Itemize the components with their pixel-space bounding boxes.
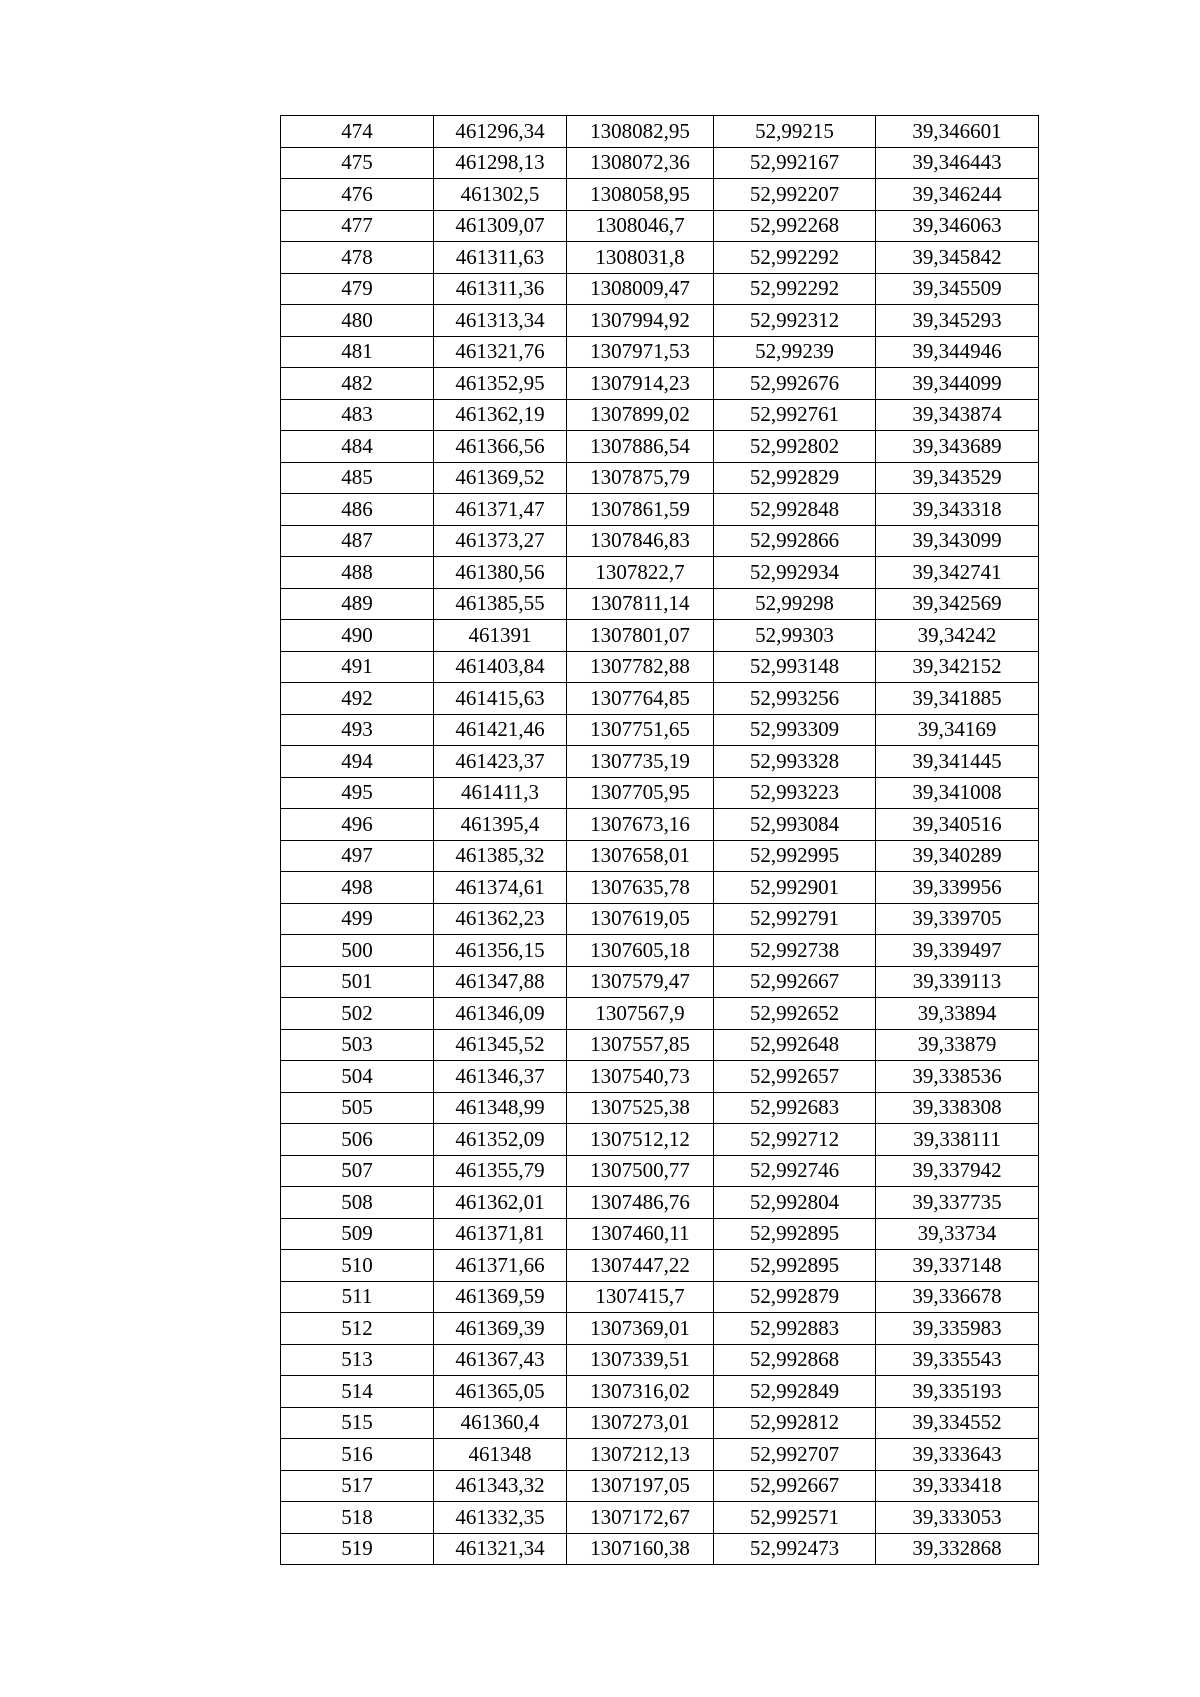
longitude-cell: 39,34169: [876, 714, 1039, 746]
point-number-cell: 482: [281, 368, 434, 400]
x-coordinate-cell: 461298,13: [434, 147, 567, 179]
table-row: [281, 1155, 1039, 1187]
x-coordinate-cell: 461346,37: [434, 1061, 567, 1093]
longitude-cell: 39,346601: [876, 116, 1039, 148]
latitude-cell: 52,992738: [714, 935, 876, 967]
point-number-cell: 480: [281, 305, 434, 337]
point-number-cell: 477: [281, 210, 434, 242]
latitude-cell: 52,992883: [714, 1313, 876, 1345]
y-coordinate-cell: 1307822,7: [567, 557, 714, 589]
y-coordinate-cell: 1307899,02: [567, 399, 714, 431]
x-coordinate-cell: 461296,34: [434, 116, 567, 148]
latitude-cell: 52,992683: [714, 1092, 876, 1124]
latitude-cell: 52,993309: [714, 714, 876, 746]
table-row: [281, 588, 1039, 620]
longitude-cell: 39,339497: [876, 935, 1039, 967]
point-number-cell: 515: [281, 1407, 434, 1439]
point-number-cell: 478: [281, 242, 434, 274]
point-number-cell: 493: [281, 714, 434, 746]
point-number-cell: 513: [281, 1344, 434, 1376]
point-number-cell: 505: [281, 1092, 434, 1124]
longitude-cell: 39,346063: [876, 210, 1039, 242]
point-number-cell: 519: [281, 1533, 434, 1565]
point-number-cell: 483: [281, 399, 434, 431]
table-row: [281, 431, 1039, 463]
point-number-cell: 501: [281, 966, 434, 998]
longitude-cell: 39,334552: [876, 1407, 1039, 1439]
table-row: [281, 966, 1039, 998]
table-row: [281, 179, 1039, 211]
y-coordinate-cell: 1307914,23: [567, 368, 714, 400]
latitude-cell: 52,992676: [714, 368, 876, 400]
x-coordinate-cell: 461347,88: [434, 966, 567, 998]
latitude-cell: 52,992292: [714, 273, 876, 305]
x-coordinate-cell: 461321,76: [434, 336, 567, 368]
table-row: [281, 777, 1039, 809]
longitude-cell: 39,338536: [876, 1061, 1039, 1093]
latitude-cell: 52,992802: [714, 431, 876, 463]
latitude-cell: 52,992848: [714, 494, 876, 526]
latitude-cell: 52,992849: [714, 1376, 876, 1408]
latitude-cell: 52,992868: [714, 1344, 876, 1376]
y-coordinate-cell: 1307735,19: [567, 746, 714, 778]
latitude-cell: 52,992207: [714, 179, 876, 211]
x-coordinate-cell: 461367,43: [434, 1344, 567, 1376]
x-coordinate-cell: 461356,15: [434, 935, 567, 967]
longitude-cell: 39,339705: [876, 903, 1039, 935]
y-coordinate-cell: 1307875,79: [567, 462, 714, 494]
longitude-cell: 39,338308: [876, 1092, 1039, 1124]
y-coordinate-cell: 1307415,7: [567, 1281, 714, 1313]
table-row: [281, 1124, 1039, 1156]
latitude-cell: 52,992895: [714, 1250, 876, 1282]
longitude-cell: 39,337735: [876, 1187, 1039, 1219]
y-coordinate-cell: 1307540,73: [567, 1061, 714, 1093]
longitude-cell: 39,340289: [876, 840, 1039, 872]
x-coordinate-cell: 461302,5: [434, 179, 567, 211]
point-number-cell: 495: [281, 777, 434, 809]
latitude-cell: 52,992312: [714, 305, 876, 337]
table-row: [281, 714, 1039, 746]
y-coordinate-cell: 1307971,53: [567, 336, 714, 368]
table-row: [281, 1502, 1039, 1534]
y-coordinate-cell: 1308009,47: [567, 273, 714, 305]
table-row: [281, 368, 1039, 400]
point-number-cell: 512: [281, 1313, 434, 1345]
table-row: [281, 998, 1039, 1030]
x-coordinate-cell: 461403,84: [434, 651, 567, 683]
point-number-cell: 506: [281, 1124, 434, 1156]
y-coordinate-cell: 1307619,05: [567, 903, 714, 935]
y-coordinate-cell: 1307861,59: [567, 494, 714, 526]
x-coordinate-cell: 461362,01: [434, 1187, 567, 1219]
y-coordinate-cell: 1307172,67: [567, 1502, 714, 1534]
y-coordinate-cell: 1307160,38: [567, 1533, 714, 1565]
y-coordinate-cell: 1307673,16: [567, 809, 714, 841]
latitude-cell: 52,99298: [714, 588, 876, 620]
longitude-cell: 39,342741: [876, 557, 1039, 589]
latitude-cell: 52,992934: [714, 557, 876, 589]
y-coordinate-cell: 1307512,12: [567, 1124, 714, 1156]
x-coordinate-cell: 461360,4: [434, 1407, 567, 1439]
x-coordinate-cell: 461391: [434, 620, 567, 652]
x-coordinate-cell: 461352,09: [434, 1124, 567, 1156]
point-number-cell: 489: [281, 588, 434, 620]
longitude-cell: 39,33894: [876, 998, 1039, 1030]
table-row: [281, 305, 1039, 337]
x-coordinate-cell: 461311,36: [434, 273, 567, 305]
point-number-cell: 481: [281, 336, 434, 368]
longitude-cell: 39,340516: [876, 809, 1039, 841]
point-number-cell: 492: [281, 683, 434, 715]
x-coordinate-cell: 461369,52: [434, 462, 567, 494]
point-number-cell: 474: [281, 116, 434, 148]
x-coordinate-cell: 461355,79: [434, 1155, 567, 1187]
point-number-cell: 509: [281, 1218, 434, 1250]
table-row: [281, 1376, 1039, 1408]
y-coordinate-cell: 1307846,83: [567, 525, 714, 557]
coordinates-table: [280, 115, 1039, 1565]
longitude-cell: 39,341885: [876, 683, 1039, 715]
table-row: [281, 557, 1039, 589]
y-coordinate-cell: 1307801,07: [567, 620, 714, 652]
point-number-cell: 517: [281, 1470, 434, 1502]
y-coordinate-cell: 1307369,01: [567, 1313, 714, 1345]
table-row: [281, 273, 1039, 305]
y-coordinate-cell: 1308046,7: [567, 210, 714, 242]
y-coordinate-cell: 1307658,01: [567, 840, 714, 872]
x-coordinate-cell: 461311,63: [434, 242, 567, 274]
point-number-cell: 514: [281, 1376, 434, 1408]
table-row: [281, 746, 1039, 778]
point-number-cell: 491: [281, 651, 434, 683]
table-row: [281, 1344, 1039, 1376]
table-row: [281, 935, 1039, 967]
point-number-cell: 511: [281, 1281, 434, 1313]
table-row: [281, 1470, 1039, 1502]
y-coordinate-cell: 1307705,95: [567, 777, 714, 809]
point-number-cell: 496: [281, 809, 434, 841]
y-coordinate-cell: 1307447,22: [567, 1250, 714, 1282]
table-row: [281, 1218, 1039, 1250]
latitude-cell: 52,992268: [714, 210, 876, 242]
table-row: [281, 809, 1039, 841]
x-coordinate-cell: 461346,09: [434, 998, 567, 1030]
x-coordinate-cell: 461362,19: [434, 399, 567, 431]
table-row: [281, 1061, 1039, 1093]
y-coordinate-cell: 1307557,85: [567, 1029, 714, 1061]
longitude-cell: 39,335983: [876, 1313, 1039, 1345]
coordinates-table-body: [281, 116, 1039, 1565]
longitude-cell: 39,337148: [876, 1250, 1039, 1282]
latitude-cell: 52,993328: [714, 746, 876, 778]
table-row: [281, 147, 1039, 179]
table-row: [281, 1533, 1039, 1565]
y-coordinate-cell: 1307764,85: [567, 683, 714, 715]
point-number-cell: 479: [281, 273, 434, 305]
point-number-cell: 510: [281, 1250, 434, 1282]
x-coordinate-cell: 461371,47: [434, 494, 567, 526]
point-number-cell: 487: [281, 525, 434, 557]
latitude-cell: 52,992761: [714, 399, 876, 431]
y-coordinate-cell: 1307751,65: [567, 714, 714, 746]
point-number-cell: 485: [281, 462, 434, 494]
table-row: [281, 1187, 1039, 1219]
latitude-cell: 52,992791: [714, 903, 876, 935]
latitude-cell: 52,992292: [714, 242, 876, 274]
longitude-cell: 39,343529: [876, 462, 1039, 494]
longitude-cell: 39,344946: [876, 336, 1039, 368]
point-number-cell: 504: [281, 1061, 434, 1093]
table-row: [281, 116, 1039, 148]
table-row: [281, 683, 1039, 715]
x-coordinate-cell: 461369,59: [434, 1281, 567, 1313]
point-number-cell: 503: [281, 1029, 434, 1061]
longitude-cell: 39,344099: [876, 368, 1039, 400]
y-coordinate-cell: 1307197,05: [567, 1470, 714, 1502]
table-row: [281, 462, 1039, 494]
longitude-cell: 39,343689: [876, 431, 1039, 463]
longitude-cell: 39,335193: [876, 1376, 1039, 1408]
longitude-cell: 39,339956: [876, 872, 1039, 904]
longitude-cell: 39,343874: [876, 399, 1039, 431]
point-number-cell: 516: [281, 1439, 434, 1471]
x-coordinate-cell: 461348,99: [434, 1092, 567, 1124]
y-coordinate-cell: 1307605,18: [567, 935, 714, 967]
latitude-cell: 52,992866: [714, 525, 876, 557]
point-number-cell: 499: [281, 903, 434, 935]
latitude-cell: 52,992746: [714, 1155, 876, 1187]
x-coordinate-cell: 461321,34: [434, 1533, 567, 1565]
table-row: [281, 210, 1039, 242]
y-coordinate-cell: 1307339,51: [567, 1344, 714, 1376]
longitude-cell: 39,333053: [876, 1502, 1039, 1534]
table-row: [281, 1250, 1039, 1282]
y-coordinate-cell: 1307486,76: [567, 1187, 714, 1219]
table-row: [281, 840, 1039, 872]
point-number-cell: 475: [281, 147, 434, 179]
longitude-cell: 39,345509: [876, 273, 1039, 305]
x-coordinate-cell: 461348: [434, 1439, 567, 1471]
table-row: [281, 1313, 1039, 1345]
y-coordinate-cell: 1307994,92: [567, 305, 714, 337]
longitude-cell: 39,33879: [876, 1029, 1039, 1061]
latitude-cell: 52,992648: [714, 1029, 876, 1061]
point-number-cell: 500: [281, 935, 434, 967]
point-number-cell: 476: [281, 179, 434, 211]
latitude-cell: 52,993084: [714, 809, 876, 841]
longitude-cell: 39,339113: [876, 966, 1039, 998]
longitude-cell: 39,346244: [876, 179, 1039, 211]
longitude-cell: 39,343099: [876, 525, 1039, 557]
y-coordinate-cell: 1307635,78: [567, 872, 714, 904]
x-coordinate-cell: 461371,81: [434, 1218, 567, 1250]
table-row: [281, 651, 1039, 683]
x-coordinate-cell: 461362,23: [434, 903, 567, 935]
x-coordinate-cell: 461385,55: [434, 588, 567, 620]
longitude-cell: 39,336678: [876, 1281, 1039, 1313]
table-row: [281, 494, 1039, 526]
longitude-cell: 39,33734: [876, 1218, 1039, 1250]
latitude-cell: 52,993148: [714, 651, 876, 683]
table-row: [281, 399, 1039, 431]
point-number-cell: 488: [281, 557, 434, 589]
point-number-cell: 486: [281, 494, 434, 526]
y-coordinate-cell: 1307886,54: [567, 431, 714, 463]
x-coordinate-cell: 461332,35: [434, 1502, 567, 1534]
longitude-cell: 39,335543: [876, 1344, 1039, 1376]
x-coordinate-cell: 461374,61: [434, 872, 567, 904]
latitude-cell: 52,99239: [714, 336, 876, 368]
latitude-cell: 52,992652: [714, 998, 876, 1030]
table-row: [281, 1092, 1039, 1124]
longitude-cell: 39,341008: [876, 777, 1039, 809]
longitude-cell: 39,337942: [876, 1155, 1039, 1187]
y-coordinate-cell: 1307500,77: [567, 1155, 714, 1187]
latitude-cell: 52,99215: [714, 116, 876, 148]
y-coordinate-cell: 1307525,38: [567, 1092, 714, 1124]
x-coordinate-cell: 461343,32: [434, 1470, 567, 1502]
latitude-cell: 52,992901: [714, 872, 876, 904]
longitude-cell: 39,342152: [876, 651, 1039, 683]
table-row: [281, 525, 1039, 557]
longitude-cell: 39,333418: [876, 1470, 1039, 1502]
x-coordinate-cell: 461365,05: [434, 1376, 567, 1408]
latitude-cell: 52,993223: [714, 777, 876, 809]
latitude-cell: 52,992167: [714, 147, 876, 179]
x-coordinate-cell: 461309,07: [434, 210, 567, 242]
x-coordinate-cell: 461366,56: [434, 431, 567, 463]
table-row: [281, 1407, 1039, 1439]
y-coordinate-cell: 1307567,9: [567, 998, 714, 1030]
latitude-cell: 52,99303: [714, 620, 876, 652]
latitude-cell: 52,992667: [714, 966, 876, 998]
point-number-cell: 502: [281, 998, 434, 1030]
latitude-cell: 52,993256: [714, 683, 876, 715]
longitude-cell: 39,341445: [876, 746, 1039, 778]
table-row: [281, 336, 1039, 368]
x-coordinate-cell: 461345,52: [434, 1029, 567, 1061]
latitude-cell: 52,992712: [714, 1124, 876, 1156]
latitude-cell: 52,992657: [714, 1061, 876, 1093]
point-number-cell: 497: [281, 840, 434, 872]
x-coordinate-cell: 461385,32: [434, 840, 567, 872]
longitude-cell: 39,346443: [876, 147, 1039, 179]
table-row: [281, 620, 1039, 652]
latitude-cell: 52,992812: [714, 1407, 876, 1439]
latitude-cell: 52,992804: [714, 1187, 876, 1219]
x-coordinate-cell: 461352,95: [434, 368, 567, 400]
x-coordinate-cell: 461373,27: [434, 525, 567, 557]
latitude-cell: 52,992995: [714, 840, 876, 872]
longitude-cell: 39,343318: [876, 494, 1039, 526]
latitude-cell: 52,992571: [714, 1502, 876, 1534]
point-number-cell: 518: [281, 1502, 434, 1534]
y-coordinate-cell: 1307579,47: [567, 966, 714, 998]
point-number-cell: 490: [281, 620, 434, 652]
table-row: [281, 903, 1039, 935]
y-coordinate-cell: 1307782,88: [567, 651, 714, 683]
point-number-cell: 498: [281, 872, 434, 904]
y-coordinate-cell: 1308031,8: [567, 242, 714, 274]
longitude-cell: 39,332868: [876, 1533, 1039, 1565]
longitude-cell: 39,342569: [876, 588, 1039, 620]
y-coordinate-cell: 1308058,95: [567, 179, 714, 211]
point-number-cell: 494: [281, 746, 434, 778]
x-coordinate-cell: 461421,46: [434, 714, 567, 746]
latitude-cell: 52,992667: [714, 1470, 876, 1502]
longitude-cell: 39,34242: [876, 620, 1039, 652]
y-coordinate-cell: 1308082,95: [567, 116, 714, 148]
table-row: [281, 1439, 1039, 1471]
x-coordinate-cell: 461371,66: [434, 1250, 567, 1282]
latitude-cell: 52,992895: [714, 1218, 876, 1250]
y-coordinate-cell: 1307316,02: [567, 1376, 714, 1408]
longitude-cell: 39,345842: [876, 242, 1039, 274]
x-coordinate-cell: 461411,3: [434, 777, 567, 809]
y-coordinate-cell: 1307212,13: [567, 1439, 714, 1471]
table-row: [281, 242, 1039, 274]
x-coordinate-cell: 461415,63: [434, 683, 567, 715]
y-coordinate-cell: 1307460,11: [567, 1218, 714, 1250]
x-coordinate-cell: 461395,4: [434, 809, 567, 841]
longitude-cell: 39,338111: [876, 1124, 1039, 1156]
longitude-cell: 39,333643: [876, 1439, 1039, 1471]
point-number-cell: 484: [281, 431, 434, 463]
x-coordinate-cell: 461423,37: [434, 746, 567, 778]
table-row: [281, 872, 1039, 904]
latitude-cell: 52,992829: [714, 462, 876, 494]
point-number-cell: 507: [281, 1155, 434, 1187]
latitude-cell: 52,992473: [714, 1533, 876, 1565]
table-row: [281, 1029, 1039, 1061]
y-coordinate-cell: 1308072,36: [567, 147, 714, 179]
latitude-cell: 52,992707: [714, 1439, 876, 1471]
longitude-cell: 39,345293: [876, 305, 1039, 337]
y-coordinate-cell: 1307273,01: [567, 1407, 714, 1439]
y-coordinate-cell: 1307811,14: [567, 588, 714, 620]
x-coordinate-cell: 461313,34: [434, 305, 567, 337]
latitude-cell: 52,992879: [714, 1281, 876, 1313]
x-coordinate-cell: 461380,56: [434, 557, 567, 589]
table-row: [281, 1281, 1039, 1313]
point-number-cell: 508: [281, 1187, 434, 1219]
x-coordinate-cell: 461369,39: [434, 1313, 567, 1345]
